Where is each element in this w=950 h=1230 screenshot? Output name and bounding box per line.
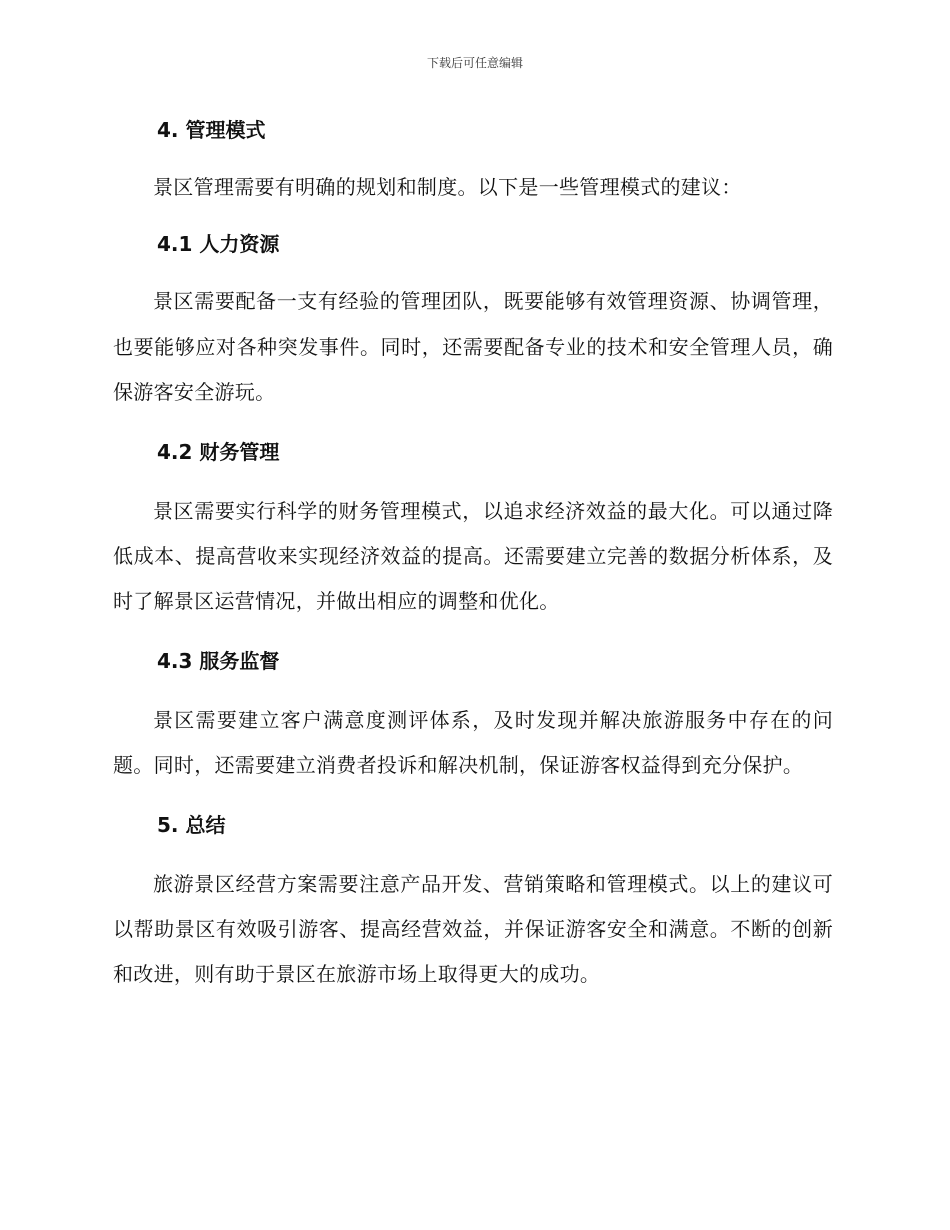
section-paragraph-service-supervision: 景区需要建立客户满意度测评体系，及时发现并解决旅游服务中存在的问题。同时，还需要建立消费者投诉和解决机制，保证游客权益得到充分保护。 bbox=[113, 707, 833, 778]
section-heading-summary: 5. 总结 bbox=[157, 812, 226, 837]
page-header: 下载后可任意编辑 bbox=[426, 56, 523, 70]
section-heading-management-mode: 4. 管理模式 bbox=[157, 118, 266, 142]
section-heading-financial-management: 4.2 财务管理 bbox=[157, 439, 280, 464]
document-body bbox=[113, 108, 833, 998]
section-paragraph-management-mode: 景区管理需要有明确的规划和制度。以下是一些管理模式的建议： bbox=[153, 175, 742, 199]
section-paragraph-summary: 旅游景区经营方案需要注意产品开发、营销策略和管理模式。以上的建议可以帮助景区有效吸引游客、提高经营效益，并保证游客安全和满意。不断的创新和改进，则有助于景区在旅游市场上取得更大的成功。 bbox=[113, 871, 833, 987]
section-paragraph-financial-management: 景区需要实行科学的财务管理模式，以追求经济效益的最大化。可以通过降低成本、提高营收来实现经济效益的提高。还需要建立完善的数据分析体系，及时了解景区运营情况，并做出相应的调整和优化。 bbox=[113, 498, 833, 614]
section-heading-human-resources: 4.1 人力资源 bbox=[157, 232, 280, 257]
section-heading-service-supervision: 4.3 服务监督 bbox=[157, 648, 280, 673]
section-paragraph-human-resources: 景区需要配备一支有经验的管理团队，既要能够有效管理资源、协调管理，也要能够应对各种突发事件。同时，还需要配备专业的技术和安全管理人员，确保游客安全游玩。 bbox=[113, 289, 833, 405]
